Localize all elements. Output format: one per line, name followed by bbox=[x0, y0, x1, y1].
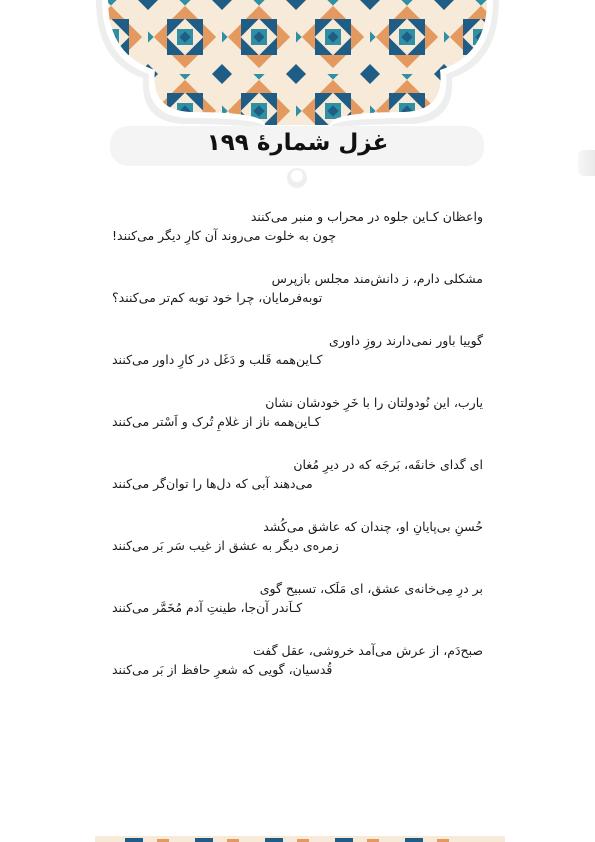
couplet bbox=[112, 208, 483, 270]
hemistich-first: ای گدای خانقَه، بَرجَه که در دیرِ مُغان bbox=[293, 457, 483, 472]
poem-title: غزل شمارهٔ ۱۹۹ bbox=[206, 130, 389, 156]
hemistich-second: زمره‌ی دیگر به عشق از غیب سَر بَر می‌کنند bbox=[112, 538, 339, 553]
hemistich-first: صبح‌دَم، از عرش می‌آمد خروشی، عقل گفت bbox=[253, 643, 483, 658]
hemistich-first: مشکلی دارم، ز دانش‌مند مجلس بازپرس bbox=[271, 271, 483, 286]
couplet bbox=[112, 580, 483, 642]
hemistich-second: کـاین‌همه ناز از غلامِ تُرک و اَسْتر می‌کنند bbox=[112, 414, 321, 429]
hemistich-second: قُدسیان، گویی که شعرِ حافظ از بَر می‌کنند bbox=[112, 662, 333, 677]
couplet bbox=[112, 270, 483, 332]
hemistich-second: کـاَندر آن‌جا، طینتِ آدم مُخَمَّر می‌کنند bbox=[112, 600, 303, 615]
tile-ornament bbox=[0, 0, 595, 200]
hemistich-first: یارب، این نُودولتان را با خَرِ خودشان نشان bbox=[265, 395, 483, 410]
poem-body bbox=[112, 208, 483, 704]
couplet bbox=[112, 394, 483, 456]
hemistich-first: حُسنِ بی‌پایانِ او، چندان که عاشق می‌کُشد bbox=[263, 519, 483, 534]
hemistich-second: چون به خلوت می‌روند آن کارِ دیگر می‌کنند! bbox=[112, 228, 337, 243]
couplet bbox=[112, 456, 483, 518]
couplet bbox=[112, 332, 483, 394]
hemistich-first: بر درِ مِی‌خانه‌ی عشق، ای مَلَک، تسبیح گوی bbox=[259, 581, 483, 596]
couplet bbox=[112, 642, 483, 704]
couplet bbox=[112, 518, 483, 580]
hemistich-second: توبه‌فرمایان، چرا خود توبه کم‌تر می‌کنند؟ bbox=[112, 290, 323, 305]
hemistich-second: کـاین‌همه قَلب و دَغَل در کارِ داور می‌کنند bbox=[112, 352, 323, 367]
hemistich-first: گوییا باور نمی‌دارند روزِ داوری bbox=[329, 333, 483, 348]
hemistich-first: واعظان کـاین جلوه در محراب و منبر می‌کنند bbox=[250, 209, 483, 224]
hemistich-second: می‌دهند آبی که دل‌ها را توان‌گر می‌کنند bbox=[112, 476, 313, 491]
footer-tile-strip bbox=[95, 836, 505, 842]
